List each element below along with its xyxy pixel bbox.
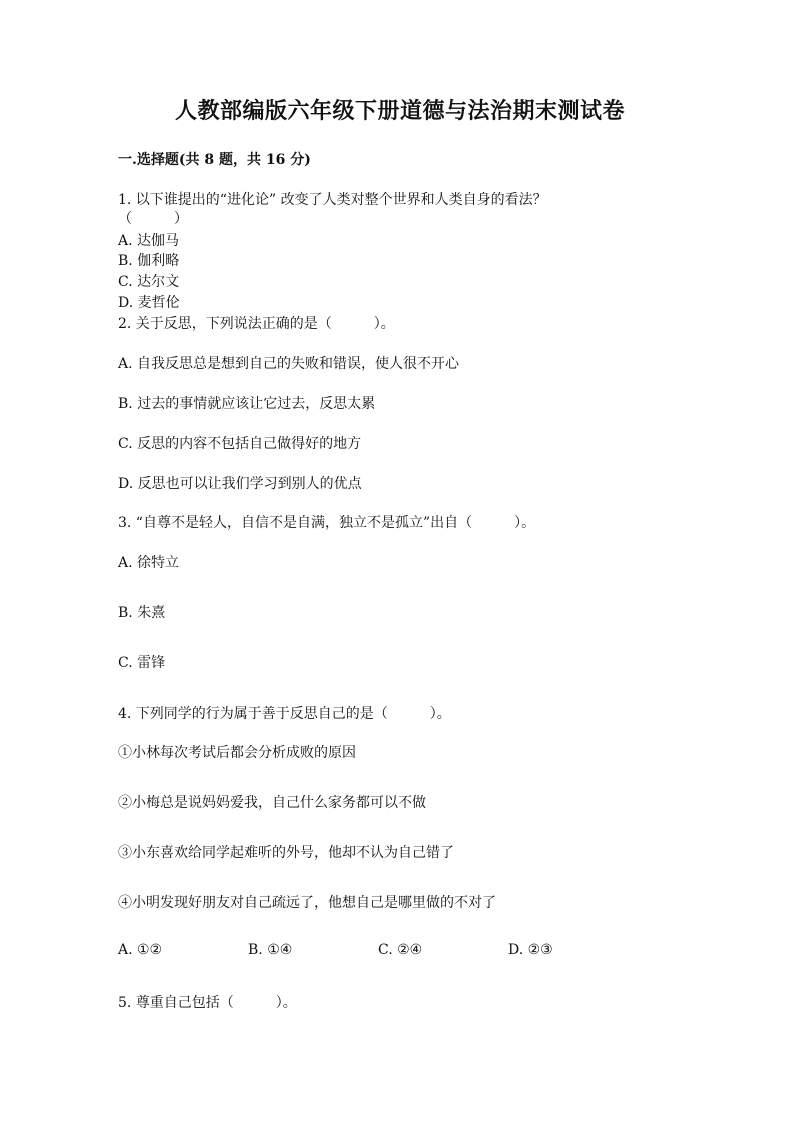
question-1-option-b: B. 伽利略 (118, 253, 180, 269)
question-4-option-a: A. ①② (118, 942, 163, 958)
question-4-stem: 4. 下列同学的行为属于善于反思自己的是（ ）。 (118, 706, 451, 722)
question-5-stem: 5. 尊重自己包括（ ）。 (118, 995, 297, 1011)
question-3-option-c: C. 雷锋 (118, 655, 166, 671)
question-4-item-1: ①小林每次考试后都会分析成败的原因 (118, 745, 356, 761)
question-4-option-d: D. ②③ (508, 942, 553, 958)
section-heading: 一.选择题(共 8 题，共 16 分) (118, 152, 311, 168)
question-2-option-a: A. 自我反思总是想到自己的失败和错误，使人很不开心 (118, 356, 460, 372)
question-3-option-b: B. 朱熹 (118, 605, 166, 621)
question-4-item-2: ②小梅总是说妈妈爱我，自己什么家务都可以不做 (118, 795, 426, 811)
question-1-blank: （ ） (118, 211, 188, 227)
page-title: 人教部编版六年级下册道德与法治期末测试卷 (174, 98, 625, 124)
question-3-stem: 3. “自尊不是轻人，自信不是自满，独立不是孤立”出自（ ）。 (118, 515, 536, 531)
question-2-option-d: D. 反思也可以让我们学习到别人的优点 (118, 476, 362, 492)
question-4-option-b: B. ①④ (248, 942, 293, 958)
question-4-option-c: C. ②④ (378, 942, 423, 958)
question-2-option-c: C. 反思的内容不包括自己做得好的地方 (118, 436, 362, 452)
question-2-stem: 2. 关于反思，下列说法正确的是（ ）。 (118, 316, 395, 332)
question-2-option-b: B. 过去的事情就应该让它过去，反思太累 (118, 396, 376, 412)
question-1-stem: 1. 以下谁提出的“进化论” 改变了人类对整个世界和人类自身的看法？ (118, 192, 547, 208)
question-1-option-d: D. 麦哲伦 (118, 295, 180, 311)
question-1-option-c: C. 达尔文 (118, 274, 180, 290)
question-4-item-4: ④小明发现好朋友对自己疏远了，他想自己是哪里做的不对了 (118, 895, 496, 911)
question-3-option-a: A. 徐特立 (118, 555, 180, 571)
question-4-item-3: ③小东喜欢给同学起难听的外号，他却不认为自己错了 (118, 845, 454, 861)
question-1-option-a: A. 达伽马 (118, 233, 180, 249)
